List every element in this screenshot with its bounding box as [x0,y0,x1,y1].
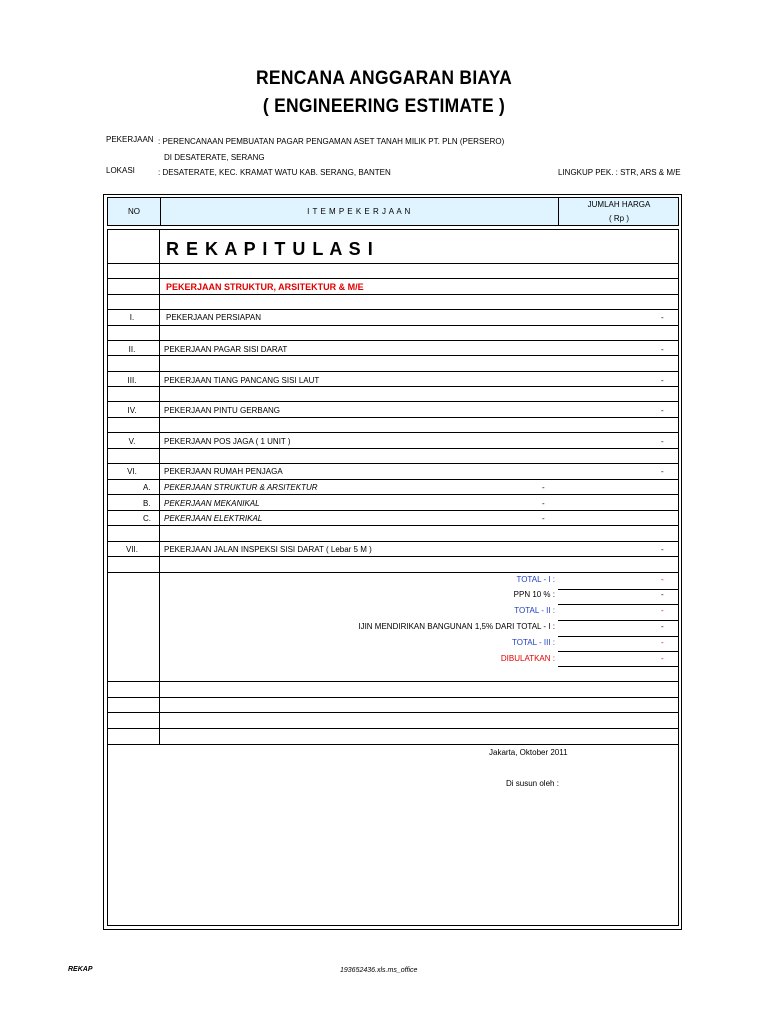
footer-sheet-name: REKAP [68,966,93,973]
sub-item-letter: A. [143,483,151,492]
sub-item-label: PEKERJAAN MEKANIKAL [164,499,260,508]
row-separator [107,697,679,698]
item-value: - [661,545,664,554]
footer-file-name: 193652436.xls.ms_office [340,967,418,974]
pekerjaan-value-line2: DI DESATERATE, SERANG [164,153,265,162]
item-number: IV. [127,406,137,415]
item-label: PEKERJAAN PERSIAPAN [166,313,261,322]
row-separator [107,681,679,682]
header-rp: ( Rp ) [609,214,629,223]
document-subtitle: ( ENGINEERING ESTIMATE ) [262,96,506,117]
header-no: NO [128,207,140,216]
place-date: Jakarta, Oktober 2011 [489,748,568,757]
lokasi-value: : DESATERATE, KEC. KRAMAT WATU KAB. SERANG, BANTEN [158,168,391,177]
item-value: - [661,313,664,322]
item-number: VI. [127,467,137,476]
item-number: III. [127,376,137,385]
row-separator [107,432,679,433]
value-separator [558,651,679,652]
sub-item-label: PEKERJAAN ELEKTRIKAL [164,514,263,523]
row-separator [107,263,679,264]
total-value: - [661,654,664,663]
section-title: PEKERJAAN STRUKTUR, ARSITEKTUR & M/E [166,282,364,292]
row-separator [107,510,679,511]
row-separator [107,309,679,310]
document-title: RENCANA ANGGARAN BIAYA [255,68,512,89]
row-separator [107,744,679,745]
item-number: VII. [125,545,138,554]
total-value: - [661,606,664,615]
value-separator [558,636,679,637]
row-separator [107,401,679,402]
item-label: PEKERJAAN RUMAH PENJAGA [164,467,283,476]
header-item: I T E M P E K E R J A A N [307,207,411,216]
row-separator [107,494,679,495]
row-separator [107,541,679,542]
item-value: - [661,406,664,415]
value-separator [558,666,679,667]
row-separator [107,294,679,295]
total-label: TOTAL - II : [514,606,555,615]
row-separator [107,417,679,418]
item-number: I. [129,313,135,322]
total-label: TOTAL - I : [516,575,555,584]
item-label: PEKERJAAN TIANG PANCANG SISI LAUT [164,376,320,385]
row-separator [107,572,679,573]
total-label: IJIN MENDIRIKAN BANGUNAN 1,5% DARI TOTAL - I : [358,622,555,631]
sub-item-value: - [542,499,545,508]
item-value: - [661,437,664,446]
total-value: - [661,622,664,631]
item-number: II. [128,345,136,354]
sub-item-label: PEKERJAAN STRUKTUR & ARSITEKTUR [164,483,318,492]
item-label: PEKERJAAN PAGAR SISI DARAT [164,345,288,354]
lingkup-pekerjaan: LINGKUP PEK. : STR, ARS & M/E [558,168,681,177]
total-label: DIBULATKAN : [500,654,555,663]
sub-item-value: - [542,483,545,492]
total-value: - [661,638,664,647]
total-label: TOTAL - III : [512,638,555,647]
row-separator [107,525,679,526]
row-separator [107,448,679,449]
total-value: - [661,590,664,599]
sub-item-letter: B. [143,499,151,508]
lokasi-label: LOKASI [106,166,135,175]
row-separator [107,340,679,341]
item-number: V. [128,437,136,446]
row-separator [107,712,679,713]
row-separator [107,355,679,356]
pekerjaan-label: PEKERJAAN [106,135,154,144]
item-value: - [661,345,664,354]
item-value: - [661,467,664,476]
sub-item-letter: C. [143,514,151,523]
row-separator [107,325,679,326]
rekapitulasi-title: R E K A P I T U L A S I [166,239,374,259]
header-jumlah-harga: JUMLAH HARGA [587,200,651,209]
row-separator [107,463,679,464]
row-separator [107,728,679,729]
prepared-by-label: Di susun oleh : [506,779,559,788]
sub-item-value: - [542,514,545,523]
item-label: PEKERJAAN POS JAGA ( 1 UNIT ) [164,437,291,446]
value-separator [558,604,679,605]
row-separator [107,371,679,372]
recap-table [107,229,679,926]
column-divider [159,229,160,744]
row-separator [107,556,679,557]
row-separator [107,278,679,279]
item-value: - [661,376,664,385]
pekerjaan-value: : PERENCANAAN PEMBUATAN PAGAR PENGAMAN ASET TANAH MILIK PT. PLN (PERSERO) [158,137,505,146]
item-label: PEKERJAAN PINTU GERBANG [164,406,281,415]
table-header [107,197,679,226]
row-separator [107,479,679,480]
row-separator [107,386,679,387]
total-value: - [661,575,664,584]
item-label: PEKERJAAN JALAN INSPEKSI SISI DARAT ( Lebar 5 M ) [164,545,372,554]
total-label: PPN 10 % : [513,590,555,599]
value-separator [558,620,679,621]
